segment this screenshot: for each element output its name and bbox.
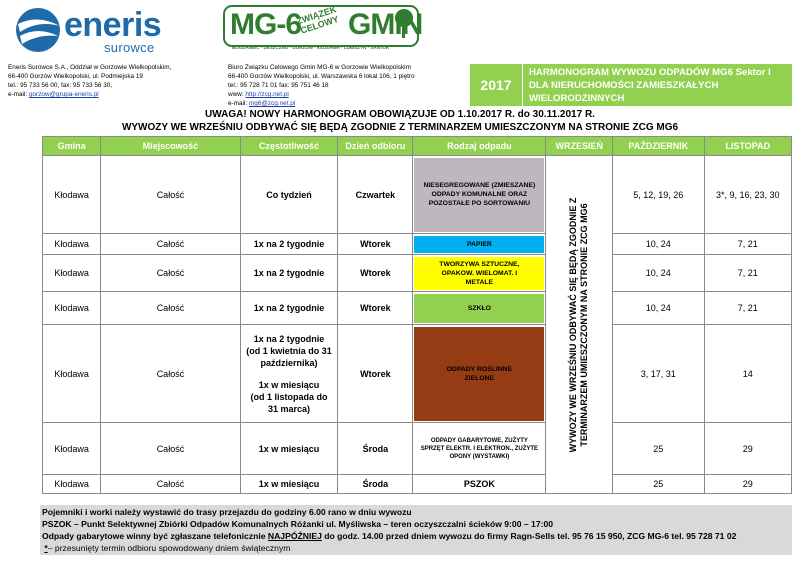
waste-plastics: TWORZYWA SZTUCZNE, OPAKOW. WIELOMAT. I METALE — [414, 257, 544, 290]
waste-glass: SZKŁO — [414, 294, 544, 323]
cell-waste — [413, 292, 546, 325]
cell-miejscowosc: Całość — [101, 475, 240, 494]
mg6-email-line: e-mail: mg6@zcg.net.pl — [228, 100, 296, 107]
notice-validity: UWAGA! NOWY HARMONOGRAM OBOWIĄZUJE OD 1.10.2017 R. do 30.11.2017 R. — [205, 109, 595, 120]
title-text: HARMONOGRAM WYWOZU ODPADÓW MG6 Sektor I DLA NIERUCHOMOŚCI ZAMIESZKAŁYCH WIELORODZINNYCH — [529, 67, 771, 104]
cell-gmina: Kłodawa — [43, 423, 101, 475]
cell-frequency: 1x w miesiącu — [240, 475, 338, 494]
mg6-logo-subtitle: ZWIĄZEK CELOWY — [295, 4, 340, 36]
cell-november: 3*, 9, 16, 23, 30 — [704, 156, 791, 234]
schedule-table — [42, 136, 792, 494]
header-rodzaj: Rodzaj odpadu — [413, 137, 546, 156]
cell-october: 25 — [613, 475, 705, 494]
cell-october: 10, 24 — [613, 292, 705, 325]
mg6-villages: BOGDANIEC · DESZCZNO · GORZÓW · KŁODAWA · LUBISZYN · SANTOK — [232, 45, 390, 50]
eneris-line-1: Eneris Surowce S.A., Oddział w Gorzowie Wielkopolskim, — [8, 64, 172, 71]
table-row — [43, 325, 792, 423]
header-pazdziernik: PAŹDZIERNIK — [613, 137, 705, 156]
mg6-line-2: 66-400 Gorzów Wielkopolski, ul. Warszawska 6 lokal 106, 1 piętro — [228, 73, 415, 80]
header-miejscowosc: Miejscowość — [101, 137, 240, 156]
cell-september-note — [546, 156, 613, 494]
mg6-logo-gmin: GMIN — [348, 8, 423, 41]
title-year: 2017 — [470, 64, 523, 106]
waste-green: ODPADY ROŚLINNE ZIELONE — [414, 327, 544, 421]
table-header-row — [43, 137, 792, 156]
eneris-line-2: 66-400 Gorzów Wielkopolski, ul. Podmiejska 19 — [8, 73, 143, 80]
cell-day: Wtorek — [338, 234, 413, 255]
cell-frequency: 1x na 2 tygodnie — [240, 234, 338, 255]
table-row — [43, 423, 792, 475]
schedule-title — [470, 64, 792, 106]
table-row — [43, 475, 792, 494]
waste-mixed: NIESEGREGOWANE (ZMIESZANE) ODPADY KOMUNALNE ORAZ POZOSTAŁE PO SORTOWANIU — [414, 158, 544, 232]
notice-september: WYWOZY WE WRZEŚNIU ODBYWAĆ SIĘ BĘDĄ ZGODNIE Z TERMINARZEM UMIESZCZONYM NA STRONIE ZCG MG6 — [121, 122, 679, 133]
eneris-subbrand: surowce — [104, 40, 155, 55]
mg6-address — [228, 63, 415, 108]
header-listopad: LISTOPAD — [704, 137, 791, 156]
cell-october: 5, 12, 19, 26 — [613, 156, 705, 234]
cell-frequency — [240, 325, 338, 423]
footer-line-4: *– przesunięty termin odbioru spowodowany dniem świątecznym — [44, 543, 291, 553]
cell-waste — [413, 325, 546, 423]
cell-waste — [413, 423, 546, 475]
cell-frequency: 1x na 2 tygodnie — [240, 255, 338, 292]
cell-miejscowosc: Całość — [101, 255, 240, 292]
cell-november: 29 — [704, 423, 791, 475]
eneris-line-3: tel.: 95 733 56 00, fax: 95 733 56 30, — [8, 82, 113, 89]
mg6-email-link[interactable]: mg6@zcg.net.pl — [248, 100, 296, 107]
footer-line-3: Odpady gabarytowe winny być zgłaszane telefonicznie NAJPÓŹNIEJ do godz. 14.00 przed dniem wywozu do firmy Ragn-Sells tel. 95 76 15 950, ZCG MG-6 tel. 95 728 71 02 — [42, 531, 737, 541]
frequency-summer: 1x na 2 tygodnie (od 1 kwietnia do 31 października) — [246, 333, 332, 368]
cell-waste — [413, 234, 546, 255]
table-row — [43, 234, 792, 255]
eneris-brand: eneris — [64, 6, 162, 44]
cell-frequency: Co tydzień — [240, 156, 338, 234]
table-row — [43, 292, 792, 325]
cell-october: 10, 24 — [613, 234, 705, 255]
waste-pszok: PSZOK — [413, 475, 546, 494]
september-note: WYWOZY WE WRZEŚNIU ODBYWAĆ SIĘ BĘDĄ ZGODNIE Z TERMINARZEM UMIESZCZONYM NA STRONIE ZCG MG6 — [568, 197, 590, 452]
frequency-winter: 1x w miesiącu (od 1 listopada do 31 marca) — [250, 379, 328, 414]
cell-frequency: 1x na 2 tygodnie — [240, 292, 338, 325]
cell-november: 14 — [704, 325, 791, 423]
mg6-www-link[interactable]: http://zcg.net.pl — [245, 91, 289, 98]
cell-day: Środa — [338, 475, 413, 494]
header-gmina: Gmina — [43, 137, 101, 156]
cell-november: 7, 21 — [704, 292, 791, 325]
cell-frequency: 1x w miesiącu — [240, 423, 338, 475]
header-wrzesien: WRZESIEŃ — [546, 137, 613, 156]
cell-gmina: Kłodawa — [43, 255, 101, 292]
cell-day: Wtorek — [338, 255, 413, 292]
eneris-address — [8, 63, 171, 99]
mg6-line-3: tel.: 95 728 71 01 fax: 95 751 46 18 — [228, 82, 329, 89]
cell-october: 10, 24 — [613, 255, 705, 292]
cell-november: 7, 21 — [704, 255, 791, 292]
mg6-www-line: www: http://zcg.net.pl — [228, 91, 289, 98]
cell-october: 3, 17, 31 — [613, 325, 705, 423]
cell-miejscowosc: Całość — [101, 292, 240, 325]
cell-miejscowosc: Całość — [101, 234, 240, 255]
cell-miejscowosc: Całość — [101, 325, 240, 423]
cell-gmina: Kłodawa — [43, 475, 101, 494]
waste-paper: PAPIER — [414, 236, 544, 253]
footer-line-2: PSZOK – Punkt Selektywnej Zbiórki Odpadów Komunalnych Różanki ul. Myśliwska – teren oczyszczalni ścieków 9:00 – 17:00 — [42, 519, 554, 529]
mg6-line-1: Biuro Związku Celowego Gmin MG-6 w Gorzowie Wielkopolskim — [228, 64, 411, 71]
eneris-email-line: e-mail: gorzow@grupa-eneris.pl — [8, 91, 99, 98]
cell-day: Wtorek — [338, 325, 413, 423]
cell-october: 25 — [613, 423, 705, 475]
cell-gmina: Kłodawa — [43, 292, 101, 325]
cell-november: 7, 21 — [704, 234, 791, 255]
header-dzien: Dzień odbioru — [338, 137, 413, 156]
waste-bulky: ODPADY GABARYTOWE, ZUŻYTY SPRZĘT ELEKTR. I ELEKTRON., ZUŻYTE OPONY (WYSTAWKI) — [420, 437, 539, 460]
cell-miejscowosc: Całość — [101, 423, 240, 475]
cell-waste — [413, 255, 546, 292]
cell-day: Wtorek — [338, 292, 413, 325]
cell-day: Środa — [338, 423, 413, 475]
mg6-logo-text: MG-6 — [230, 8, 301, 41]
cell-november: 29 — [704, 475, 791, 494]
table-row — [43, 156, 792, 234]
cell-gmina: Kłodawa — [43, 325, 101, 423]
cell-waste — [413, 156, 546, 234]
footer-line-1: Pojemniki i worki należy wystawić do trasy przejazdu do godziny 6.00 rano w dniu wywozu — [42, 507, 412, 517]
eneris-email-link[interactable]: gorzow@grupa-eneris.pl — [28, 91, 99, 98]
cell-miejscowosc: Całość — [101, 156, 240, 234]
cell-gmina: Kłodawa — [43, 234, 101, 255]
header-czestotliwosc: Częstotliwość — [240, 137, 338, 156]
footer-notes — [40, 505, 792, 555]
table-row — [43, 255, 792, 292]
cell-day: Czwartek — [338, 156, 413, 234]
cell-gmina: Kłodawa — [43, 156, 101, 234]
